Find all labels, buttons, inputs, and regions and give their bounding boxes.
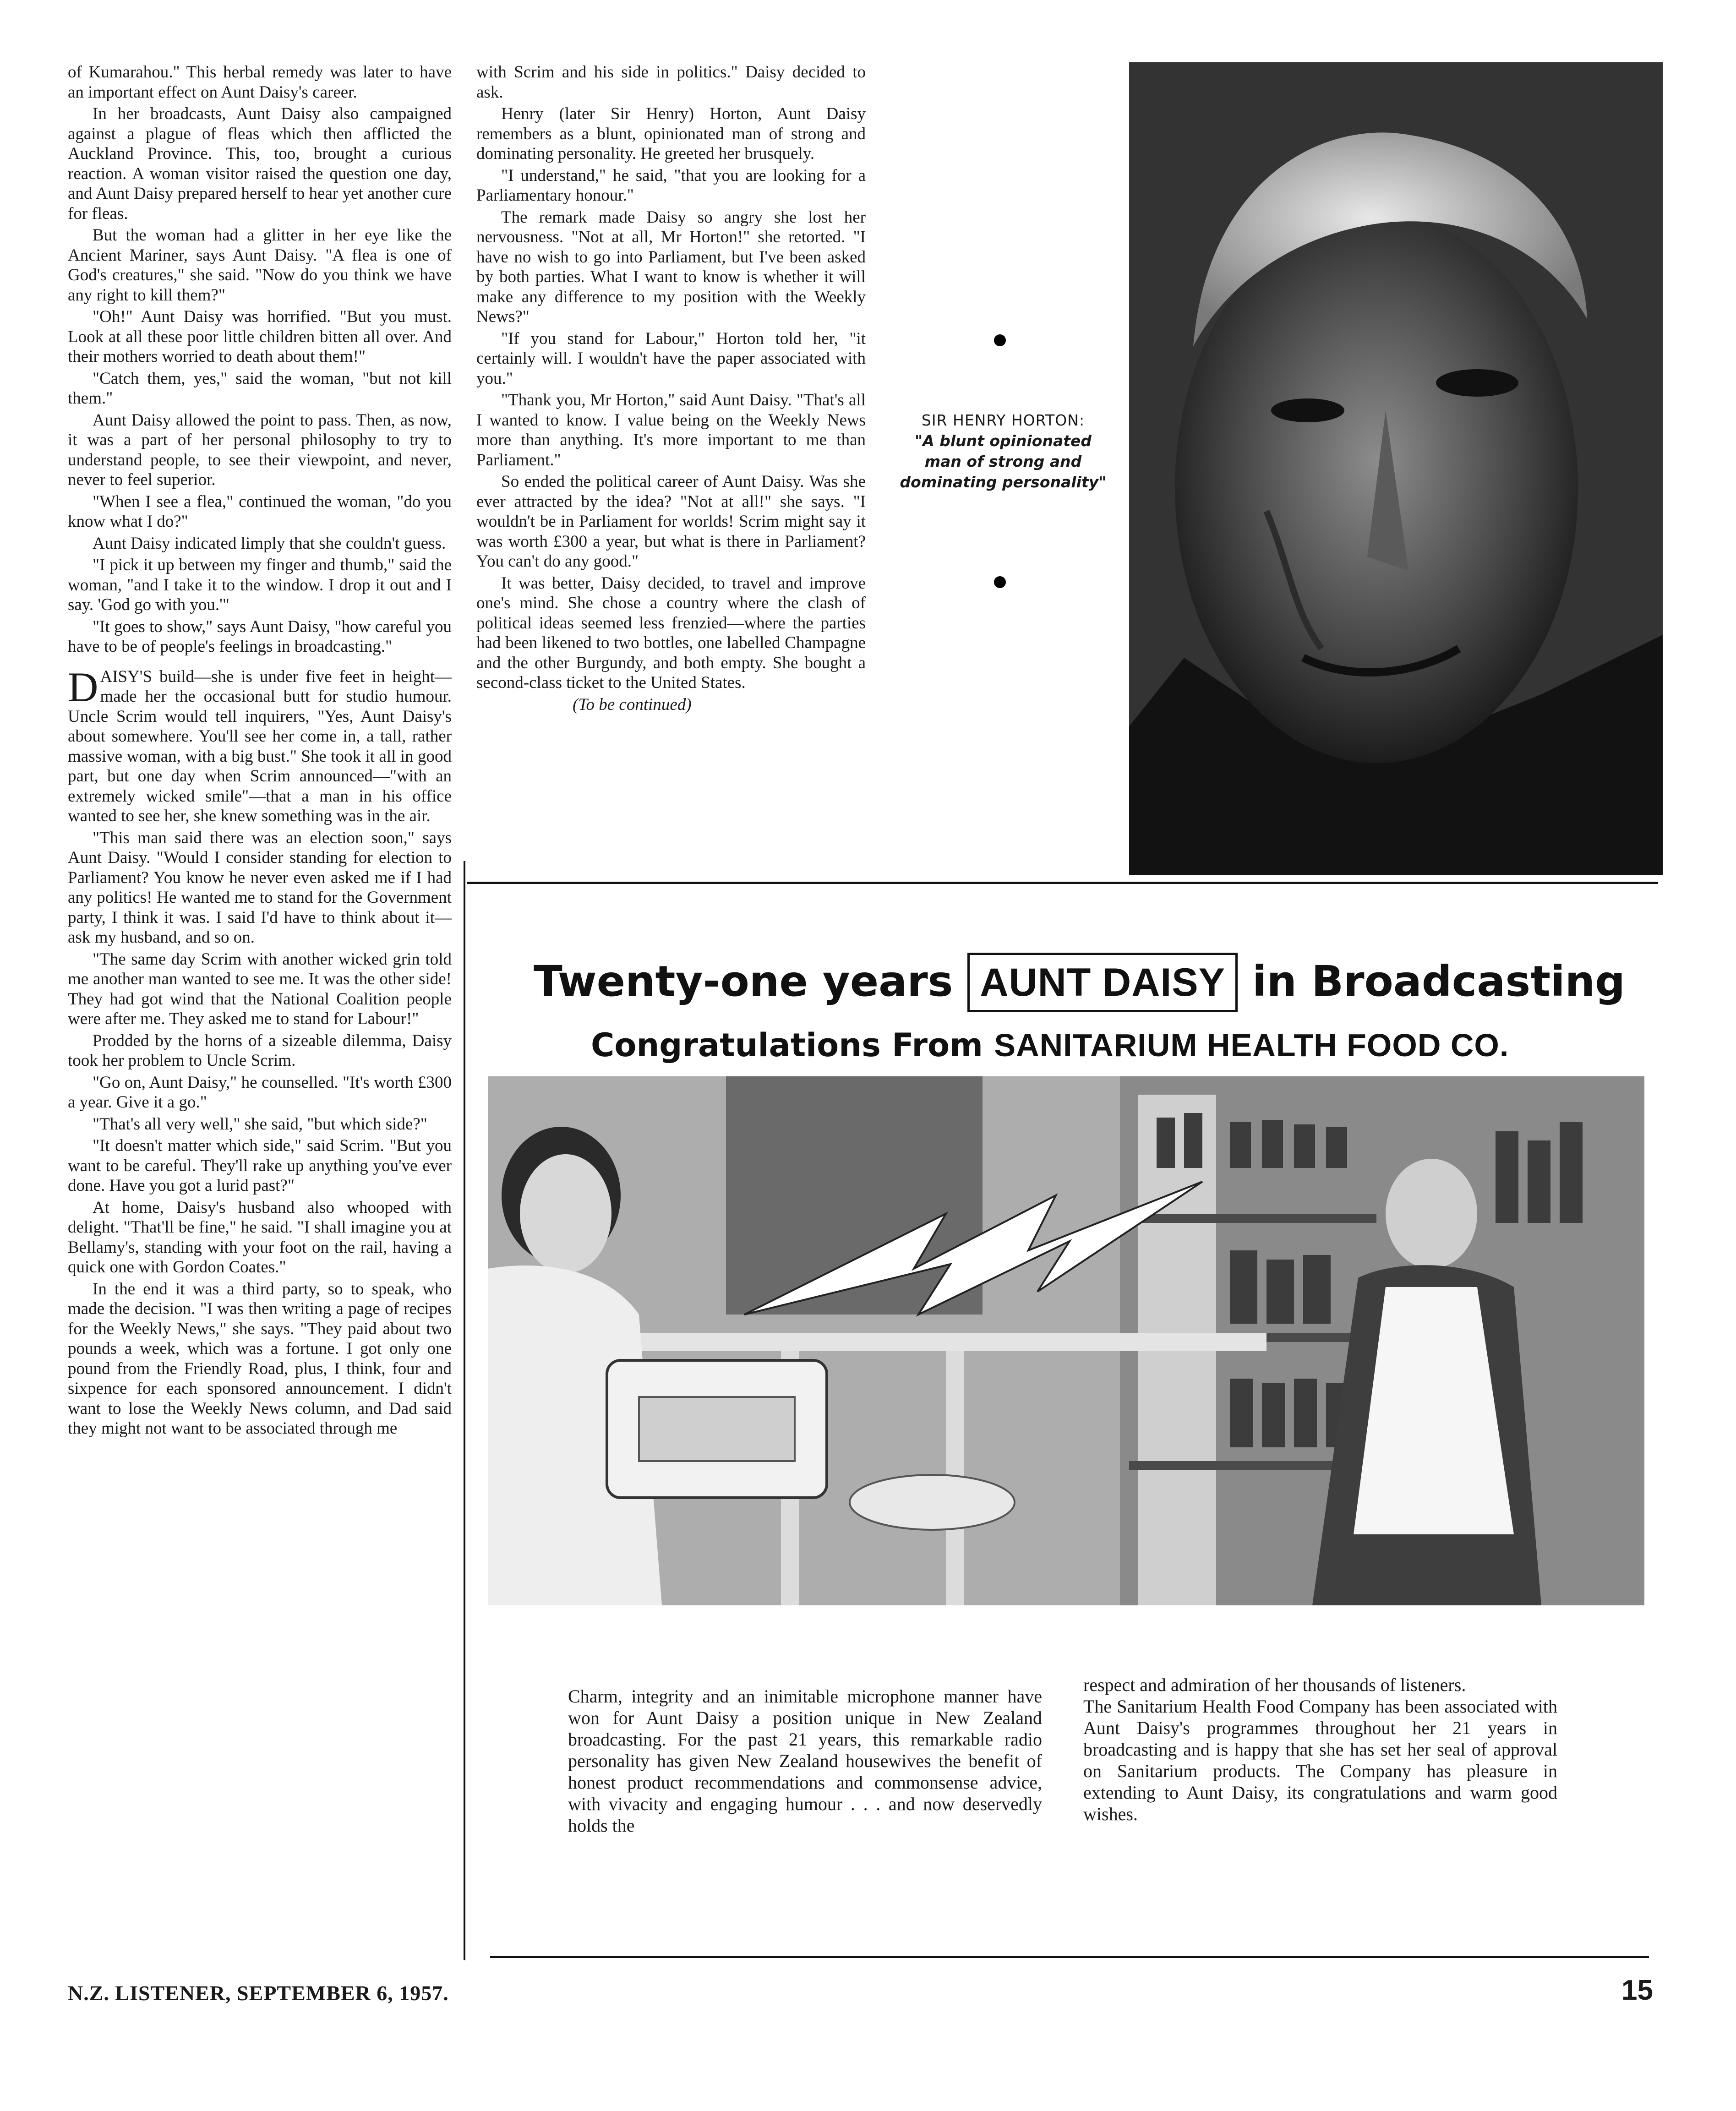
bullet-dot [994,334,1006,346]
paragraph: "It doesn't matter which side," said Scrim. "But you want to be careful. They'll rake up anything you've ever done. Have you got a lurid past?" [68,1136,452,1195]
paragraph: "Go on, Aunt Daisy," he counselled. "It's worth £300 a year. Give it a go." [68,1073,452,1112]
drop-cap: D [68,663,98,710]
advert-photo [488,1076,1644,1605]
portrait-illustration [1129,62,1663,875]
dropcap-paragraph: DAISY'S build—she is under five feet in height—made her the occasional butt for studio humour. Uncle Scrim would tell inquirers, "Yes, Aunt Daisy's about somewhere. You'll see her come in, a tall, rather massive woman, with a big bust." She took it all in good part, but one day when Scrim announced—"with an extremely wicked smile"—that a man in his office wanted to see her, she knew something was in the air. [68,663,452,825]
page-number: 15 [1621,1975,1653,2006]
advert-subheadline [591,1026,1509,1064]
body-right-para-2: The Sanitarium Health Food Company has been associated with Aunt Daisy's programmes throughout her 21 years in broadcasting and is happy that she has set her seal of approval on Sanitarium products. The Company has pleasure in extending to Aunt Daisy, its congratulations and warm good wishes. [1083,1696,1557,1824]
paragraph: So ended the political career of Aunt Daisy. Was she ever attracted by the idea? "Not at all!" she says. "I wouldn't be in Parliament for worlds! Scrim might say it was worth £300 a year, but what is there in Parliament? You can't do any good." [476,472,866,571]
subheadline-company: SANITARIUM HEALTH FOOD CO. [994,1027,1509,1063]
paragraph: Aunt Daisy allowed the point to pass. Then, as now, it was a part of her personal philosophy to try to understand people, to see their viewpoint, and never, never to feel superior. [68,410,452,489]
paragraph: with Scrim and his side in politics." Daisy decided to ask. [476,63,866,102]
column-divider [464,861,465,1960]
caption-quote: "A blunt opinionated man of strong and dominating personality" [900,432,1107,491]
article-column-1 [68,62,452,1440]
shop-scene-illustration [488,1076,1644,1605]
publication-footer: N.Z. LISTENER, SEPTEMBER 6, 1957. [68,1981,449,2005]
paragraph: "If you stand for Labour," Horton told her, "it certainly will. I wouldn't have the paper associated with you." [476,329,866,388]
paragraph: "I understand," he said, "that you are looking for a Parliamentary honour." [476,166,866,205]
paragraph: "The same day Scrim with another wicked grin told me another man wanted to see me. It was the other side! They had got wind that the National Coalition people were after me. They asked me to stand for Labour!" [68,949,452,1028]
paragraph: "I pick it up between my finger and thumb," said the woman, "and I take it to the window. I drop it out and I say. 'God go with you.'" [68,556,452,614]
section-rule [467,882,1658,884]
paragraph: The remark made Daisy so angry she lost her nervousness. "Not at all, Mr Horton!" she retorted. "I have no wish to go into Parliament, but I've been asked by both parties. What I want to know is whether it will make any difference to my position with the Weekly News?" [476,207,866,326]
caption-name: SIR HENRY HORTON: [921,411,1085,429]
subheadline-lead: Congratulations From [591,1026,983,1064]
advert-body-right [1083,1674,1557,1825]
paragraph: It was better, Daisy decided, to travel and improve one's mind. She chose a country where the clash of political ideas seemed less frenzied—where the parties had been likened to two bottles, one labelled Champagne and the other Burgundy, and both empty. She bought a second-class ticket to the United States. [476,573,866,692]
paragraph: "When I see a flea," continued the woman, "do you know what I do?" [68,492,452,531]
portrait-photo [1129,62,1663,875]
paragraph: of Kumarahou." This herbal remedy was later to have an important effect on Aunt Daisy's career. [68,63,452,102]
headline-right: in Broadcasting [1252,957,1625,1006]
paragraph: "This man said there was an election soon," says Aunt Daisy. "Would I consider standing for election to Parliament? You know he never even asked me if I had any politics! He wanted me to stand for the Government party, I think it was. I said I'd have to think about it—ask my husband, and so on. [68,828,452,947]
article-column-2 [476,62,866,716]
paragraph: "That's all very well," she said, "but which side?" [93,1114,427,1134]
advert-body-left: Charm, integrity and an inimitable microphone manner have won for Aunt Daisy a position unique in New Zealand broadcasting. For the past 21 years, this remarkable radio personality has given New Zealand housewives the benefit of honest product recommendations and commonsense advice, with vivacity and engaging humour . . . and now deservedly holds the [568,1686,1042,1836]
headline-boxed: AUNT DAISY [967,953,1238,1012]
advert-bottom-rule [490,1956,1649,1958]
paragraph: "Oh!" Aunt Daisy was horrified. "But you must. Look at all these poor little children bitten all over. And their mothers worried to death about them!" [68,307,452,366]
paragraph: Henry (later Sir Henry) Horton, Aunt Daisy remembers as a blunt, opinionated man of strong and dominating personality. He greeted her brusquely. [476,104,866,163]
paragraph: "It goes to show," says Aunt Daisy, "how careful you have to be of people's feelings in broadcasting." [68,617,452,656]
photo-caption [895,410,1111,492]
paragraph: "Thank you, Mr Horton," said Aunt Daisy. "That's all I wanted to know. I value being on the Weekly News more than anything. It's more important to me than Parliament." [476,391,866,469]
paragraph: But the woman had a glitter in her eye like the Ancient Mariner, says Aunt Daisy. "A flea is one of God's creatures," she said. "Now do you think we have any right to kill them?" [68,226,452,305]
paragraph: Prodded by the horns of a sizeable dilemma, Daisy took her problem to Uncle Scrim. [68,1031,452,1070]
paragraph: In the end it was a third party, so to speak, who made the decision. "I was then writing a page of recipes for the Weekly News," she says. "They paid about two pounds a week, which was a fortune. I got only one pound from the Friendly Road, plus, I think, four and sixpence for each sponsored announcement. I didn't want to lose the Weekly News column, and Dad said they might not want to be associated through me [68,1279,452,1438]
body-right-para-1: respect and admiration of her thousands of listeners. [1083,1675,1466,1695]
headline-left: Twenty-one years [534,957,953,1006]
paragraph: Aunt Daisy indicated limply that she couldn't guess. [93,534,446,553]
bullet-dot [994,576,1006,588]
advert-headline [534,953,1625,1012]
paragraph: "Catch them, yes," said the woman, "but not kill them." [68,369,452,408]
paragraph: In her broadcasts, Aunt Daisy also campaigned against a plague of fleas which then afflicted the Auckland Province. This, too, brought a curious reaction. A woman visitor raised the question one day, and Aunt Daisy prepared herself to hear yet another cure for fleas. [68,104,452,223]
to-be-continued: (To be continued) [573,695,692,714]
paragraph: At home, Daisy's husband also whooped with delight. "That'll be fine," he said. "I shall imagine you at Bellamy's, standing with your foot on the rail, having a quick one with Gordon Coates." [68,1198,452,1276]
